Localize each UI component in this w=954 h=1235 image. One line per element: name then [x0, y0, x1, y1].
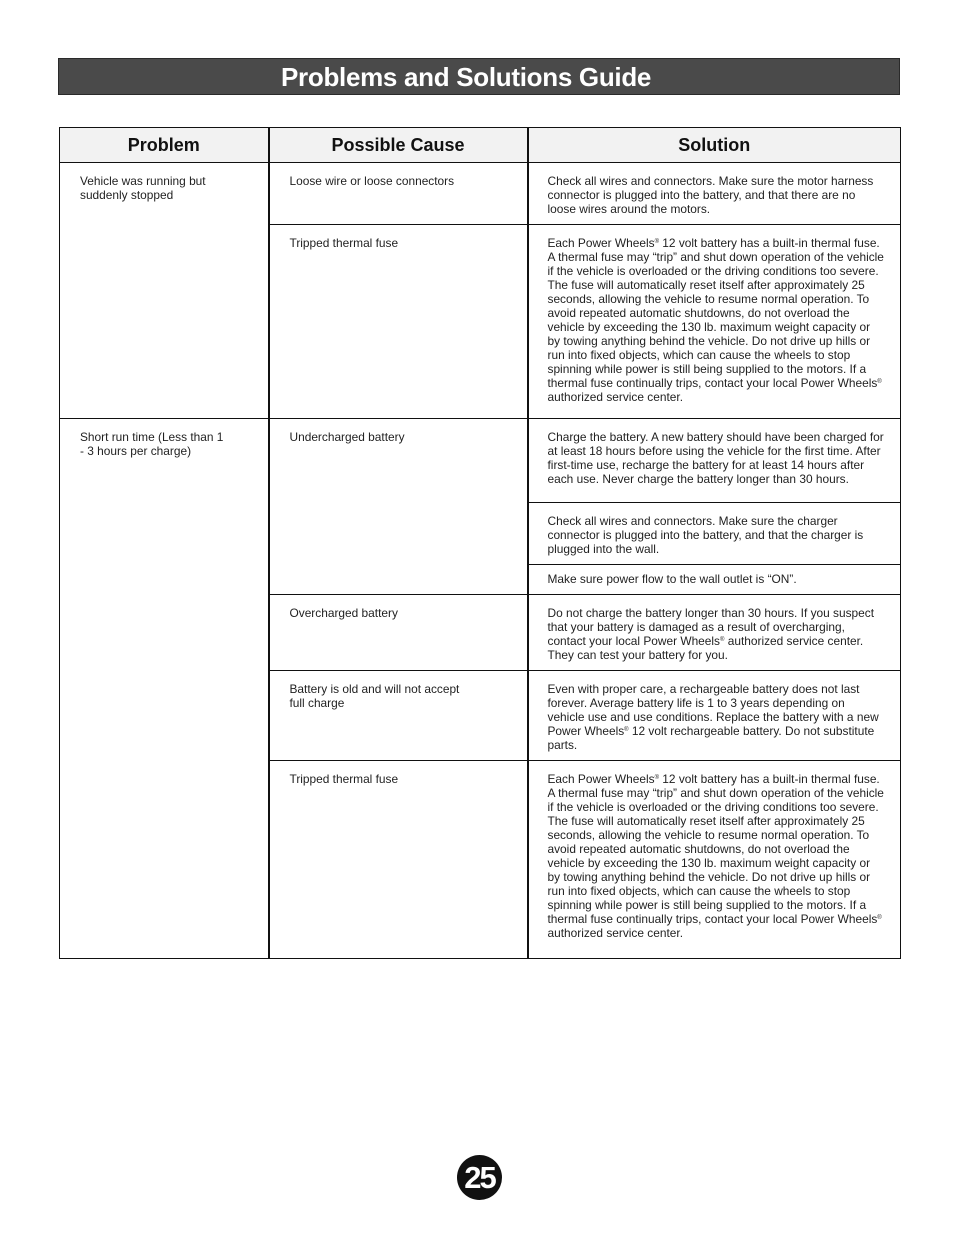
title-bar [58, 58, 900, 95]
solution-text: Make sure power flow to the wall outlet is “ON”. [547, 572, 797, 586]
cause-cell [269, 225, 528, 419]
cause-text: Tripped thermal fuse [289, 236, 399, 250]
solution-cell [528, 671, 901, 761]
cause-text: Loose wire or loose connectors [289, 174, 455, 188]
table-row [60, 163, 901, 225]
solution-text: Even with proper care, a rechargeable battery does not last forever. Average battery life is 1 to 3 years depending on vehicle use and use conditions. Replace the battery with a new Power Wheels® 12 volt rechargeable battery. Do not substitute parts. [547, 682, 879, 752]
cause-text: Overcharged battery [289, 606, 398, 620]
header-problem: Problem [60, 128, 269, 163]
solution-cell [528, 503, 901, 565]
problems-solutions-table [59, 127, 901, 959]
cause-cell [269, 163, 528, 225]
problem-cell [60, 163, 269, 419]
cause-text: Tripped thermal fuse [289, 772, 399, 786]
solution-cell [528, 225, 901, 419]
header-solution: Solution [528, 128, 901, 163]
solution-text: Check all wires and connectors. Make sure the motor harness connector is plugged into the battery, and that there are no loose wires around the motors. [547, 174, 874, 216]
header-possible-cause: Possible Cause [269, 128, 528, 163]
cause-cell [269, 595, 528, 671]
page-number-badge: 25 [457, 1155, 502, 1200]
solution-cell [528, 761, 901, 959]
cause-cell [269, 419, 528, 595]
table-row [60, 419, 901, 503]
problem-text: Short run time (Less than 1 - 3 hours per charge) [80, 430, 224, 458]
solution-cell [528, 565, 901, 595]
solution-text: Each Power Wheels® 12 volt battery has a built-in thermal fuse. A thermal fuse may “trip” and shut down operation of the vehicle if the vehicle is overloaded or the driving conditions too severe. The fuse will automatically reset itself after approximately 25 seconds, allowing the vehicle to resume normal operation. To avoid repeated automatic shutdowns, do not overload the vehicle by exceeding the 130 lb. maximum weight capacity or by towing anything behind the vehicle. Do not drive up hills or run into fixed objects, which can cause the wheels to stop spinning while power is still being supplied to the motors. If a thermal fuse continually trips, contact your local Power Wheels® authorized service center. [547, 772, 884, 940]
problem-text: Vehicle was running but suddenly stopped [80, 174, 206, 202]
solution-text: Do not charge the battery longer than 30 hours. If you suspect that your battery is damaged as a result of overcharging, contact your local Power Wheels® authorized service center. They can test your battery for you. [547, 606, 875, 662]
solution-text: Check all wires and connectors. Make sure the charger connector is plugged into the battery, and that the charger is plugged into the wall. [547, 514, 864, 556]
cause-text: Undercharged battery [289, 430, 405, 444]
solution-cell [528, 419, 901, 503]
solution-text: Charge the battery. A new battery should have been charged for at least 18 hours before using the vehicle for the first time. After first-time use, recharge the battery for at least 14 hours after each use. Never charge the battery longer than 30 hours. [547, 430, 884, 486]
problem-cell [60, 419, 269, 959]
table-header-row [60, 128, 901, 163]
cause-cell [269, 671, 528, 761]
solution-cell [528, 595, 901, 671]
page-title: Problems and Solutions Guide [281, 62, 652, 92]
solution-text: Each Power Wheels® 12 volt battery has a built-in thermal fuse. A thermal fuse may “trip” and shut down operation of the vehicle if the vehicle is overloaded or the driving conditions too severe. The fuse will automatically reset itself after approximately 25 seconds, allowing the vehicle to resume normal operation. To avoid repeated automatic shutdowns, do not overload the vehicle by exceeding the 130 lb. maximum weight capacity or by towing anything behind the vehicle. Do not drive up hills or run into fixed objects, which can cause the wheels to stop spinning while power is still being supplied to the motors. If a thermal fuse continually trips, contact your local Power Wheels® authorized service center. [547, 236, 884, 404]
solution-cell [528, 163, 901, 225]
cause-text: Battery is old and will not accept full charge [289, 682, 460, 710]
cause-cell [269, 761, 528, 959]
